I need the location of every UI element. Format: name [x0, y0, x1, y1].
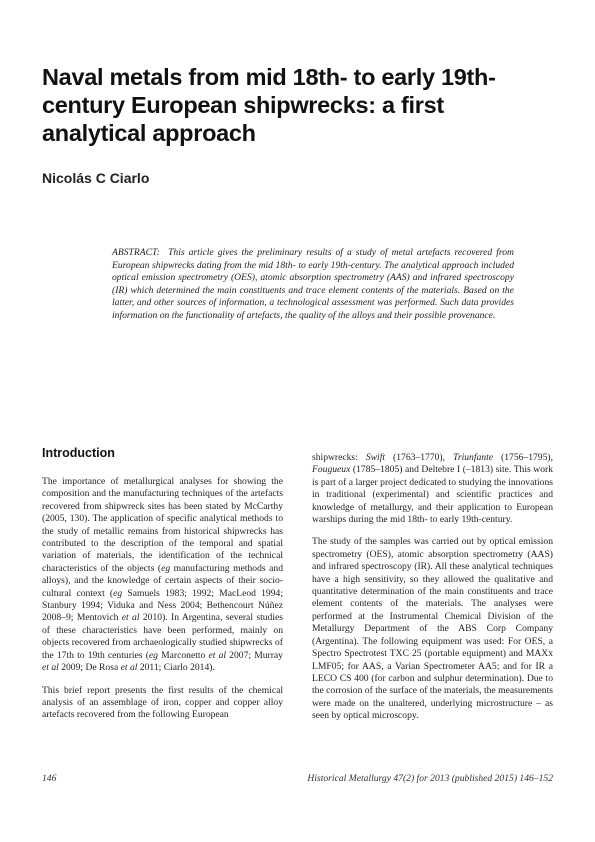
- author-name: Nicolás C Ciarlo: [42, 170, 150, 186]
- abstract-label: ABSTRACT:: [112, 247, 160, 258]
- right-column: [312, 452, 553, 733]
- abstract-text: This article gives the preliminary results of a study of metal artefacts recovered from European shipwrecks dating from the mid 18th- to early 19th-century. The analytical approach included optical emission spectrometry (OES), atomic absorption spectrometry (AAS) and infrared spectroscopy (IR) which determined the main constituents and trace element contents of the materials. Based on the latter, and other sources of information, a technological assessment was performed. Such data provides information on the functionality of artefacts, the quality of the alloys and their possible provenance.: [112, 247, 514, 321]
- journal-citation: Historical Metallurgy 47(2) for 2013 (published 2015) 146–152: [307, 773, 553, 784]
- intro-paragraph-3: shipwrecks: Swift (1763–1770), Triunfante (1756–1795), Fougueux (1785–1805) and Deltebre I (–1813) site. This work is part of a larger project dedicated to studying the innovations in traditional (experimental) and scientific practices and knowledge of metallurgy, and their application to European warships during the mid 18th- to early 19th-century.: [312, 452, 553, 526]
- page-number: 146: [42, 773, 57, 784]
- intro-paragraph-4: The study of the samples was carried out by optical emission spectrometry (OES), atomic absorption spectrometry (AAS) and infrared spectroscopy (IR). All these analytical techniques have a high sensitivity, so they allowed the qualitative and quantitative determination of the main constituents and trace element contents of the materials. The analyses were performed at the Instrumental Chemical Division of the Metallurgy Department of the ABS Corp Company (Argentina). The following equipment was used: For OES, a Spectro Spectrotest TXC 25 (portable equipment) and MAXx LMF05; for AAS, a Varian Spectrometer AA5; and for IR a LECO CS 400 (for carbon and sulphur determination). Due to the corrosion of the surface of the materials, the measurements were made on the unaltered, underlying microstructure – as seen by optical microscopy.: [312, 536, 553, 722]
- article-title: Naval metals from mid 18th- to early 19th-century European shipwrecks: a first analytical approach: [42, 64, 496, 146]
- section-heading-introduction: Introduction: [42, 446, 115, 460]
- abstract: [112, 247, 514, 323]
- intro-paragraph-2: This brief report presents the first results of the chemical analysis of an assemblage of iron, copper and copper alloy artefacts recovered from the following European: [42, 684, 283, 721]
- left-column: [42, 476, 283, 732]
- intro-paragraph-1: The importance of metallurgical analyses for showing the composition and the manufacturing techniques of the artefacts recovered from shipwreck sites has been stated by McCarthy (2005, 130). The application of specific analytical methods to the study of metallic remains from historical shipwrecks has contributed to the description of the temporal and spatial variation of materials, the identification of the technical characteristics of the objects (eg manufacturing methods and alloys), and the knowledge of certain aspects of their socio-cultural context (eg Samuels 1983; 1992; MacLeod 1994; Stanbury 1994; Viduka and Ness 2004; Bethencourt Núñez 2008–9; Mentovich et al 2010). In Argentina, several studies of these characteristics have been performed, mainly on objects recovered from archaeologically studied shipwrecks of the 17th to 19th centuries (eg Marconetto et al 2007; Murray et al 2009; De Rosa et al 2011; Ciarlo 2014).: [42, 476, 284, 674]
